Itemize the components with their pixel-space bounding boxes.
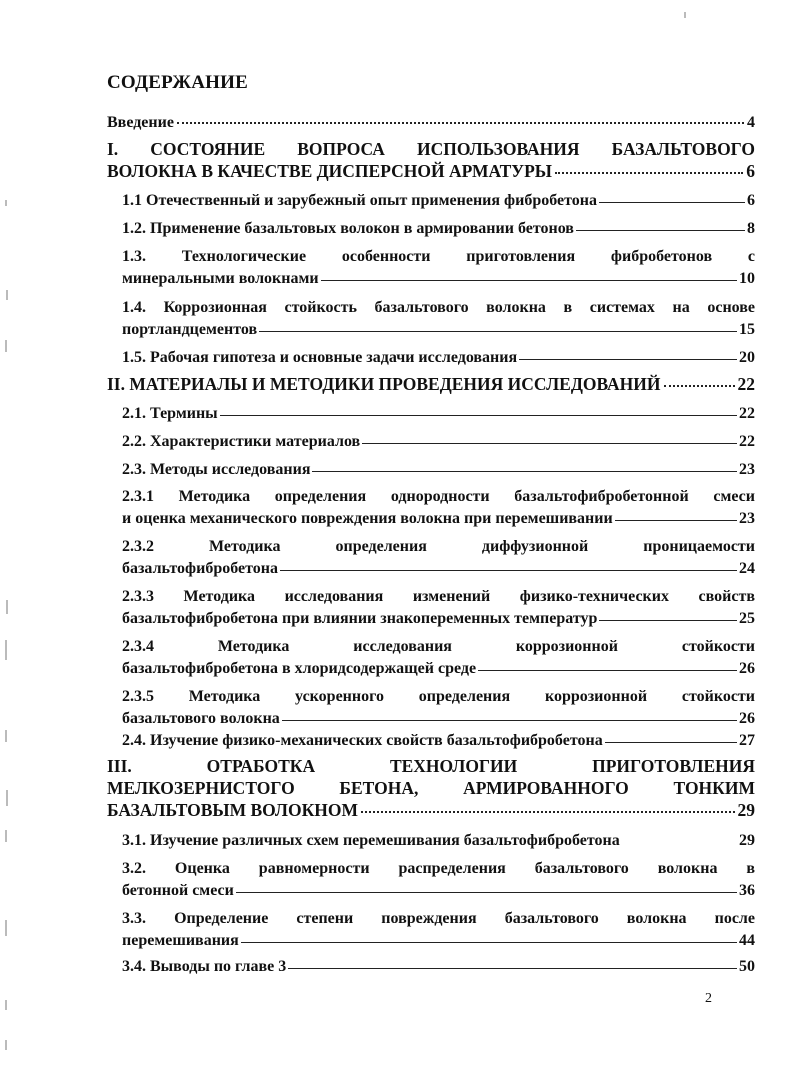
- page-number: 2: [705, 991, 712, 1006]
- toc-page-number: 25: [739, 610, 755, 627]
- toc-entry-text: 2.3.5 Методика ускоренного определения коррозионной стойкости: [122, 688, 755, 705]
- toc-entry-text: 1.4. Коррозионная стойкость базальтового волокна в системах на основе: [122, 299, 755, 316]
- toc-entry-text: Введение: [107, 114, 174, 131]
- toc-entry-text: 1.5. Рабочая гипотеза и основные задачи исследования: [122, 349, 518, 366]
- toc-entry-text: 2.3.1 Методика определения однородности базальтофибробетонной смеси: [122, 488, 755, 505]
- toc-entry-text: портландцементов: [122, 321, 258, 338]
- toc-entry-text: 2.1. Термины: [122, 405, 218, 422]
- toc-page-number: 26: [739, 660, 755, 677]
- toc-entry-text: и оценка механического повреждения волокна при перемешивании: [122, 510, 613, 527]
- toc-page-number: 36: [739, 882, 755, 899]
- toc-page-number: 6: [746, 161, 755, 181]
- toc-entry-text: 1.1 Отечественный и зарубежный опыт применения фибробетона: [122, 192, 597, 209]
- toc-heading: СОДЕРЖАНИЕ: [107, 72, 248, 93]
- toc-entry-text: 3.3. Определение степени повреждения базальтового волокна после: [122, 910, 755, 927]
- toc-entry-text: бетонной смеси: [122, 882, 234, 899]
- toc-entry-text: III. ОТРАБОТКА ТЕХНОЛОГИИ ПРИГОТОВЛЕНИЯ: [107, 756, 755, 776]
- toc-page-number: 22: [737, 374, 755, 394]
- toc-page-number: 6: [747, 192, 755, 209]
- toc-page-number: 29: [739, 832, 755, 849]
- toc-page-number: 22: [739, 433, 755, 450]
- toc-page-number: 27: [739, 732, 755, 749]
- toc-entry-text: БАЗАЛЬТОВЫМ ВОЛОКНОМ: [107, 800, 359, 820]
- toc-page-number: 24: [739, 560, 755, 577]
- toc-entry-text: II. МАТЕРИАЛЫ И МЕТОДИКИ ПРОВЕДЕНИЯ ИССЛЕДОВАНИЙ: [107, 374, 661, 394]
- toc-page-number: 10: [739, 270, 755, 287]
- toc-entry-text: 2.2. Характеристики материалов: [122, 433, 361, 450]
- toc-entry-text: МЕЛКОЗЕРНИСТОГО БЕТОНА, АРМИРОВАННОГО ТОНКИМ: [107, 778, 755, 798]
- toc-entry-text: 2.3.2 Методика определения диффузионной проницаемости: [122, 538, 755, 555]
- toc-page-number: 50: [739, 958, 755, 975]
- toc-entry-text: 2.4. Изучение физико-механических свойств базальтофибробетона: [122, 732, 603, 749]
- toc-page-number: 4: [747, 114, 755, 131]
- toc-entry-text: I. СОСТОЯНИЕ ВОПРОСА ИСПОЛЬЗОВАНИЯ БАЗАЛЬТОВОГО: [107, 139, 755, 159]
- toc-entry-text: ВОЛОКНА В КАЧЕСТВЕ ДИСПЕРСНОЙ АРМАТУРЫ: [107, 161, 552, 181]
- toc-entry-text: 2.3. Методы исследования: [122, 461, 311, 478]
- toc-page-number: 20: [739, 349, 755, 366]
- toc-entry-text: 3.1. Изучение различных схем перемешивания базальтофибробетона: [122, 832, 620, 849]
- toc-entry-text: 2.3.4 Методика исследования коррозионной стойкости: [122, 638, 755, 655]
- toc-entry-text: 2.3.3 Методика исследования изменений физико-технических свойств: [122, 588, 755, 605]
- toc-entry-text: базальтофибробетона: [122, 560, 278, 577]
- toc-entry-text: минеральными волокнами: [122, 270, 319, 287]
- toc-entry-text: перемешивания: [122, 932, 239, 949]
- toc-entry-text: базальтового волокна: [122, 710, 280, 727]
- toc-entry-text: 3.4. Выводы по главе 3: [122, 958, 287, 975]
- toc-entry-text: базальтофибробетона в хлоридсодержащей среде: [122, 660, 477, 677]
- toc-page-number: 8: [747, 220, 755, 237]
- toc-entry-text: базальтофибробетона при влиянии знакопеременных температур: [122, 610, 598, 627]
- toc-page-number: 44: [739, 932, 755, 949]
- toc-page-number: 22: [739, 405, 755, 422]
- toc-page-number: 15: [739, 321, 755, 338]
- toc-entry-text: 3.2. Оценка равномерности распределения базальтового волокна в: [122, 860, 755, 877]
- toc-entry-text: 1.2. Применение базальтовых волокон в армировании бетонов: [122, 220, 574, 237]
- toc-entry-text: 1.3. Технологические особенности приготовления фибробетонов с: [122, 248, 755, 265]
- toc-page-number: 23: [739, 510, 755, 527]
- toc-page-number: 23: [739, 461, 755, 478]
- toc-page-number: 29: [737, 800, 755, 820]
- toc-page-number: 26: [739, 710, 755, 727]
